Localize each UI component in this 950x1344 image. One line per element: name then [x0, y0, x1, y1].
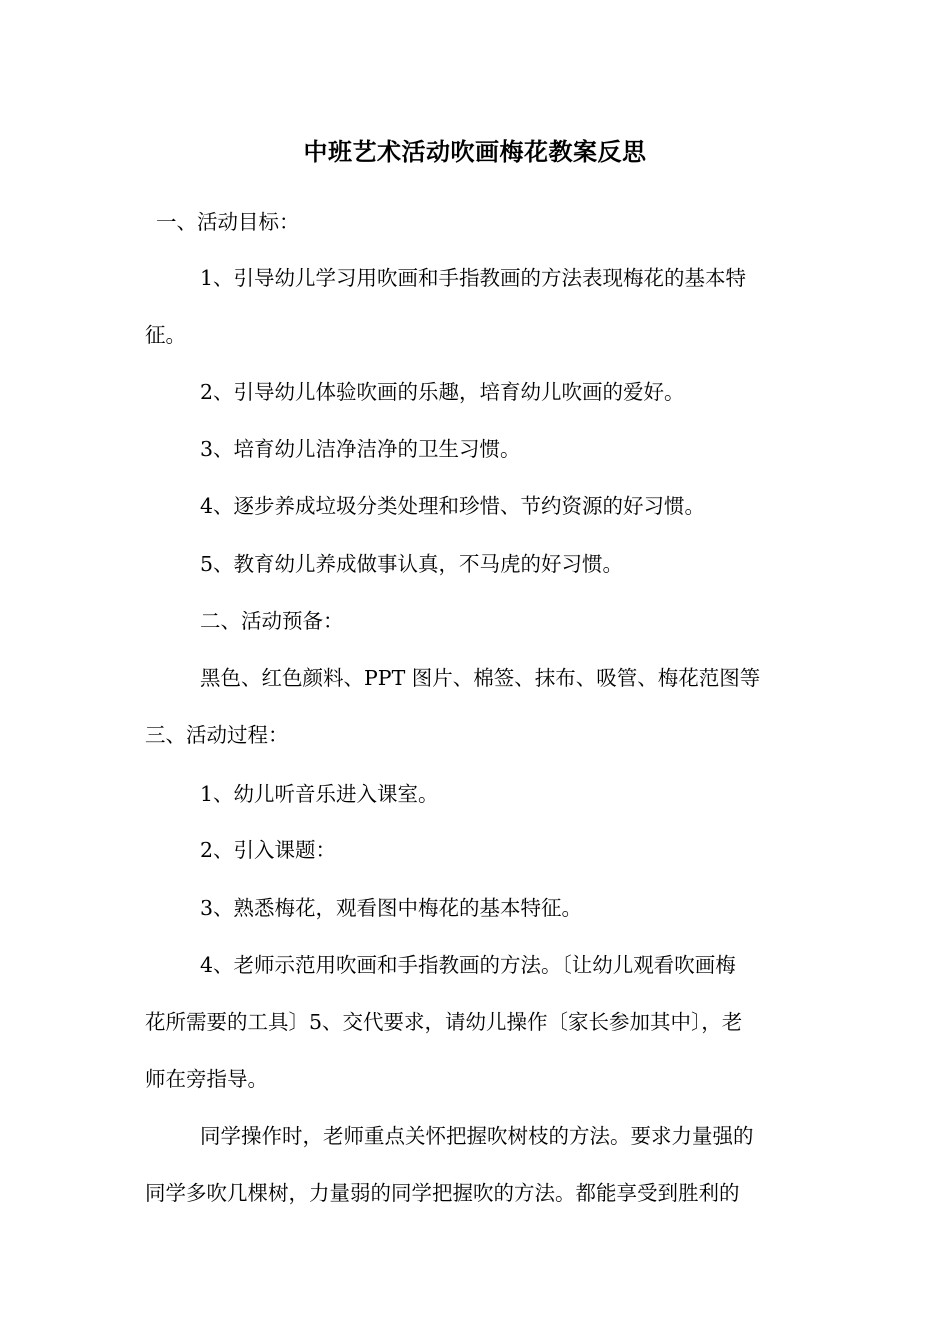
paragraph-line: 4、老师示范用吹画和手指教画的方法。〔让幼儿观看吹画梅	[200, 953, 736, 977]
section-heading-preparation: 二、活动预备：	[200, 609, 344, 633]
section-heading-goals: 一、活动目标：	[156, 210, 300, 234]
section-heading-process: 三、活动过程：	[145, 723, 289, 747]
paragraph-line: 花所需要的工具〕5、交代要求，请幼儿操作〔家长参加其中〕，老	[145, 1010, 743, 1034]
paragraph-line: 2、引导幼儿体验吹画的乐趣，培育幼儿吹画的爱好。	[200, 380, 685, 404]
paragraph-line: 同学操作时，老师重点关怀把握吹树枝的方法。要求力量强的	[200, 1124, 754, 1148]
paragraph-line: 同学多吹几棵树，力量弱的同学把握吹的方法。都能享受到胜利的	[145, 1181, 740, 1205]
paragraph-line: 4、逐步养成垃圾分类处理和珍惜、节约资源的好习惯。	[200, 494, 706, 518]
paragraph-line: 征。	[145, 323, 186, 347]
document-title: 中班艺术活动吹画梅花教案反思	[303, 137, 647, 166]
paragraph-line: 1、幼儿听音乐进入课室。	[200, 782, 439, 806]
paragraph-line: 3、熟悉梅花，观看图中梅花的基本特征。	[200, 896, 583, 920]
paragraph-line: 1、引导幼儿学习用吹画和手指教画的方法表现梅花的基本特	[200, 266, 747, 290]
paragraph-line: 师在旁指导。	[145, 1067, 268, 1091]
paragraph-line: 黑色、红色颜料、PPT 图片、棉签、抹布、吸管、梅花范图等	[200, 666, 761, 690]
paragraph-line: 2、引入课题：	[200, 838, 337, 862]
paragraph-line: 5、教育幼儿养成做事认真，不马虎的好习惯。	[200, 552, 624, 576]
paragraph-line: 3、培育幼儿洁净洁净的卫生习惯。	[200, 437, 521, 461]
